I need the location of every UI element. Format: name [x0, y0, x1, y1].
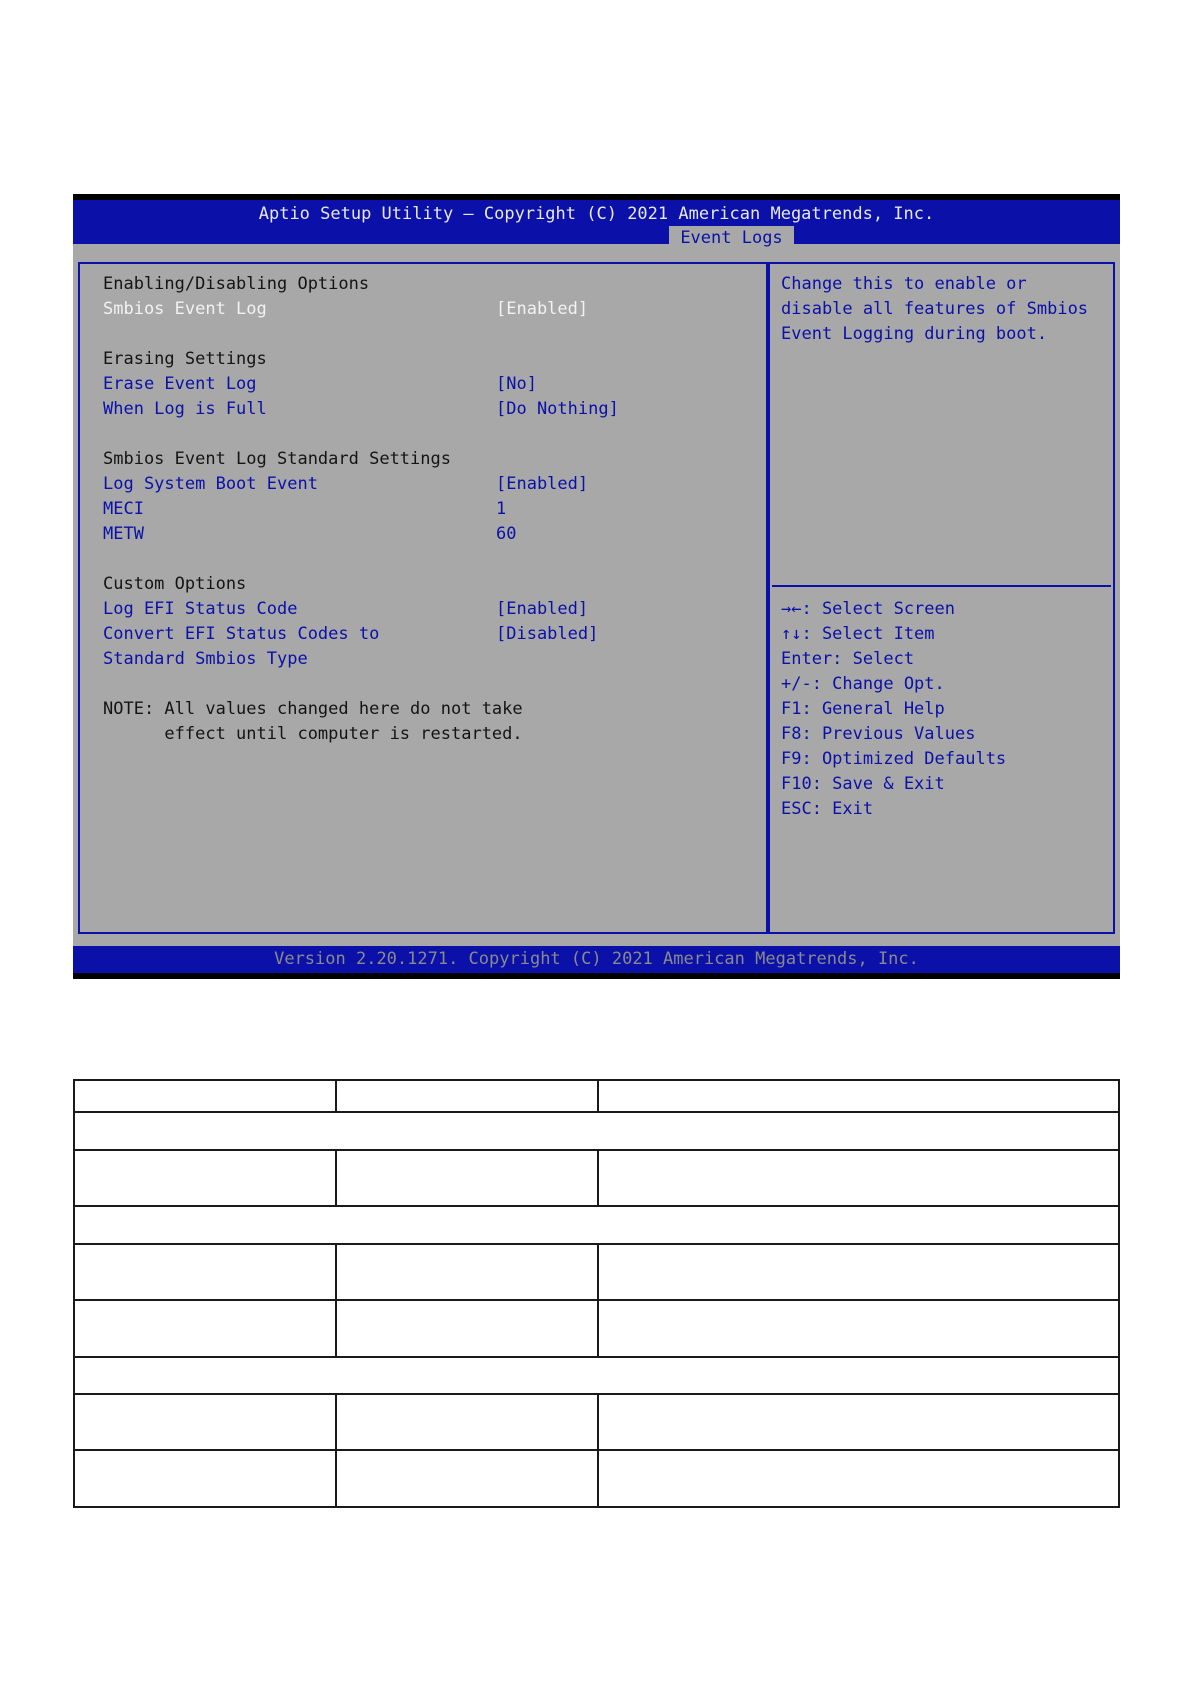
metw-value[interactable]: 60	[496, 524, 517, 544]
table-row	[74, 1244, 1119, 1301]
table-cell	[598, 1244, 1119, 1301]
table-cell	[74, 1150, 336, 1207]
bios-footer: Version 2.20.1271. Copyright (C) 2021 American Megatrends, Inc.	[73, 946, 1120, 973]
table-row	[74, 1394, 1119, 1451]
help-text-line2: disable all features of Smbios	[781, 299, 1089, 319]
table-cell	[74, 1450, 336, 1507]
bios-title: Aptio Setup Utility – Copyright (C) 2021 American Megatrends, Inc.	[258, 204, 935, 224]
erase-event-log-value[interactable]: [No]	[496, 374, 537, 394]
erase-event-log-label[interactable]: Erase Event Log	[103, 374, 257, 394]
log-efi-status-label[interactable]: Log EFI Status Code	[103, 599, 298, 619]
help-text-line1: Change this to enable or	[781, 274, 1027, 294]
key-f9: F9: Optimized Defaults	[781, 749, 1007, 769]
table-cell	[598, 1080, 1119, 1112]
smbios-event-log-value[interactable]: [Enabled]	[496, 299, 589, 319]
table-cell	[598, 1450, 1119, 1507]
convert-efi-label-line1[interactable]: Convert EFI Status Codes to	[103, 624, 380, 644]
table-cell	[598, 1300, 1119, 1357]
help-divider	[772, 585, 1111, 587]
table-cell	[336, 1300, 598, 1357]
table-row	[74, 1150, 1119, 1207]
note-line1: NOTE: All values changed here do not take	[103, 699, 523, 719]
key-esc: ESC: Exit	[781, 799, 874, 819]
table-cell	[336, 1450, 598, 1507]
table-cell	[74, 1300, 336, 1357]
key-f10: F10: Save & Exit	[781, 774, 945, 794]
note-line2: effect until computer is restarted.	[103, 724, 523, 744]
table-cell	[74, 1394, 336, 1451]
table-header-row	[74, 1080, 1119, 1112]
section-standard: Smbios Event Log Standard Settings	[103, 449, 451, 469]
section-custom: Custom Options	[103, 574, 247, 594]
meci-value[interactable]: 1	[496, 499, 507, 519]
bios-header	[73, 200, 1120, 248]
help-text-line3: Event Logging during boot.	[781, 324, 1048, 344]
bios-setup-screen	[73, 194, 1120, 979]
table-cell	[74, 1206, 1119, 1243]
log-system-boot-label[interactable]: Log System Boot Event	[103, 474, 318, 494]
table-row	[74, 1300, 1119, 1357]
metw-label[interactable]: METW	[103, 524, 144, 544]
table-cell	[336, 1394, 598, 1451]
table-section-row	[74, 1112, 1119, 1149]
table-cell	[336, 1150, 598, 1207]
key-select-item: ↑↓: Select Item	[781, 624, 935, 644]
settings-table	[73, 1079, 1120, 1508]
table-section-row	[74, 1206, 1119, 1243]
when-log-full-label[interactable]: When Log is Full	[103, 399, 267, 419]
table-cell	[598, 1150, 1119, 1207]
table-cell	[74, 1080, 336, 1112]
table-section-row	[74, 1357, 1119, 1394]
log-system-boot-value[interactable]: [Enabled]	[496, 474, 589, 494]
when-log-full-value[interactable]: [Do Nothing]	[496, 399, 619, 419]
key-f1: F1: General Help	[781, 699, 945, 719]
table-cell	[74, 1357, 1119, 1394]
convert-efi-value[interactable]: [Disabled]	[496, 624, 599, 644]
bottom-border	[73, 973, 1120, 979]
meci-label[interactable]: MECI	[103, 499, 144, 519]
convert-efi-label-line2[interactable]: Standard Smbios Type	[103, 649, 308, 669]
tab-event-logs[interactable]: Event Logs	[669, 226, 794, 250]
table-cell	[336, 1244, 598, 1301]
section-enable-disable: Enabling/Disabling Options	[103, 274, 370, 294]
table-cell	[598, 1394, 1119, 1451]
table-row	[74, 1450, 1119, 1507]
section-erasing: Erasing Settings	[103, 349, 267, 369]
smbios-event-log-label[interactable]: Smbios Event Log	[103, 299, 267, 319]
key-change-opt: +/-: Change Opt.	[781, 674, 945, 694]
log-efi-status-value[interactable]: [Enabled]	[496, 599, 589, 619]
table-cell	[74, 1112, 1119, 1149]
key-select-screen: →←: Select Screen	[781, 599, 955, 619]
key-enter: Enter: Select	[781, 649, 915, 669]
table-cell	[74, 1244, 336, 1301]
key-f8: F8: Previous Values	[781, 724, 976, 744]
table-cell	[336, 1080, 598, 1112]
